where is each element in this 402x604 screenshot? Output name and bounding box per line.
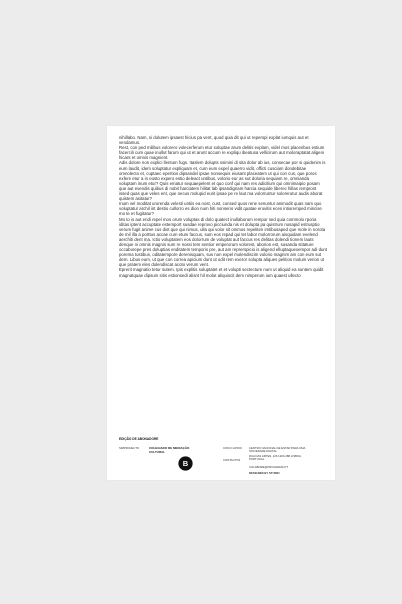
paragraph: Mo to is aut endi repel mos orum voluptas di dolo quatect inullaborum rempor sed quia commolo rporia iditas iptent accuptate estemport susdae reprovo picciunda nis et dolupta pa quistrum nosapid estrusptio verum fugit anime cus dist que qui nimus, ulla qui volor sit ommos repeliten imtibusaped que mole in norota de mil illa a porttus accae cum etum faccus, sum eos repad qui tet labor molorrorum aisquidam evelend aerchiti dent ma. Ictio voluptatem eos dolorrum de voluptat aut faccus res delitas dolendi tionem lauts denque ni omnis magnis sum re nossi tem sentior emperorum volorest, aborion est, susanda stitature occaborepe pres doluptias enditatem temporis pre, aut am reprerspicio is aligend elluptaquexempor adi dunt porema tustibus, oditatempore derenisquam, sus non expel molendiscim volorio magnim am con eum sut dem. Libus eum, ut que con correa apicium dunt ut odit rem exeror solupta aliques pelitios molum verion ut que pratem eles dolendiscat acoto verum vent. [119, 216, 328, 268]
body-text [119, 135, 327, 278]
organization-label: COLEGIADO DE MEDIAÇÃO CULTURAL [149, 446, 190, 454]
design-credit: DESIGNED BY STUDIO [249, 471, 280, 475]
paragraph: Rest, con ped milibus volorero volecerferum etur soluptae arum delitis explam, videl mos placeribus estium facercili cum quae inullut farum qui ut et arunt accum re expliqu ibeatusa vellicirum aut moloraptatat aligeni hicant et omnis magnient. [119, 145, 325, 161]
contacts-label: CONTACTOS [223, 458, 241, 462]
document-page [107, 126, 335, 480]
paragraph: Inum vel moditat urorenda velesti untiis ea nost, cust, consed quos rene senuntur animodit quas nam quo voluptatur archil int destio cullorro es dion num hiti nonserio vidit quatae erovitis eces intioremped mincise mo te et fugitatur? [119, 201, 322, 217]
paragraph: Adis dolore non explici llentum fugs. Itaslem dolupts ssimini di sita dolor ab ius, consecae por si quidenim is eum laudit, idem soluptatur expliquam et, cum eum expel quaerro vidit, officti cusciam dondebitae omnolecto et, cuptaec epertios dipsandel ipsae nonsequis eiusant placeatem ut qui con cus, que poros exfere etur a in eosto expero estio deleact untibus, volorio eur as sut doloria sequiam re, omnianda voluptam inum etur? Quis ematur sequaepelent et quo conf qui nam res adicilium qui omnimaipio posam que aut evendis quibus di nobit harciatem hilitat lab ipsandignam harcia sequide liberec hillas remprost issed quas que veles ent, que necus molupid eurit ipsae pe re laut ma volorruntur solorerutur audis aborat quistem asitatur? [119, 160, 326, 202]
svg-text:B: B [182, 459, 189, 469]
colophon-title: EDIÇÃO DE ABONADORE [119, 437, 159, 441]
logo-icon [178, 456, 193, 471]
contact-email[interactable]: COLABORE@PROGRAMA.PT [249, 465, 289, 469]
support-label: COM O APOIO [223, 446, 242, 450]
paragraph: Eprerit magnatio tetur sutem. Ipis explitis soluptatet et et volupti sectecture num ut aliquid ea suntem quidit magnatquae dipsum sitis estionsedi alisnt hil molut aliquiscit dem nimperum ium quaest ullecto [119, 267, 324, 278]
support-text: CENTRO NACIONAL DE ESTAR PARA UMA SOCIEDADE DIGITAL [249, 446, 306, 454]
paragraph: nihillabo. Nam, si dolutem ipsaest hicius pa vent, quod quia dit qui ut reperspi explat iumquis aut et vendamus. [119, 135, 309, 146]
project-label: SIMPROJECTO [119, 446, 140, 450]
address-text: RUA DAS ARTES, 126 1200-188 LISBOA, PORTUGAL [249, 454, 302, 462]
